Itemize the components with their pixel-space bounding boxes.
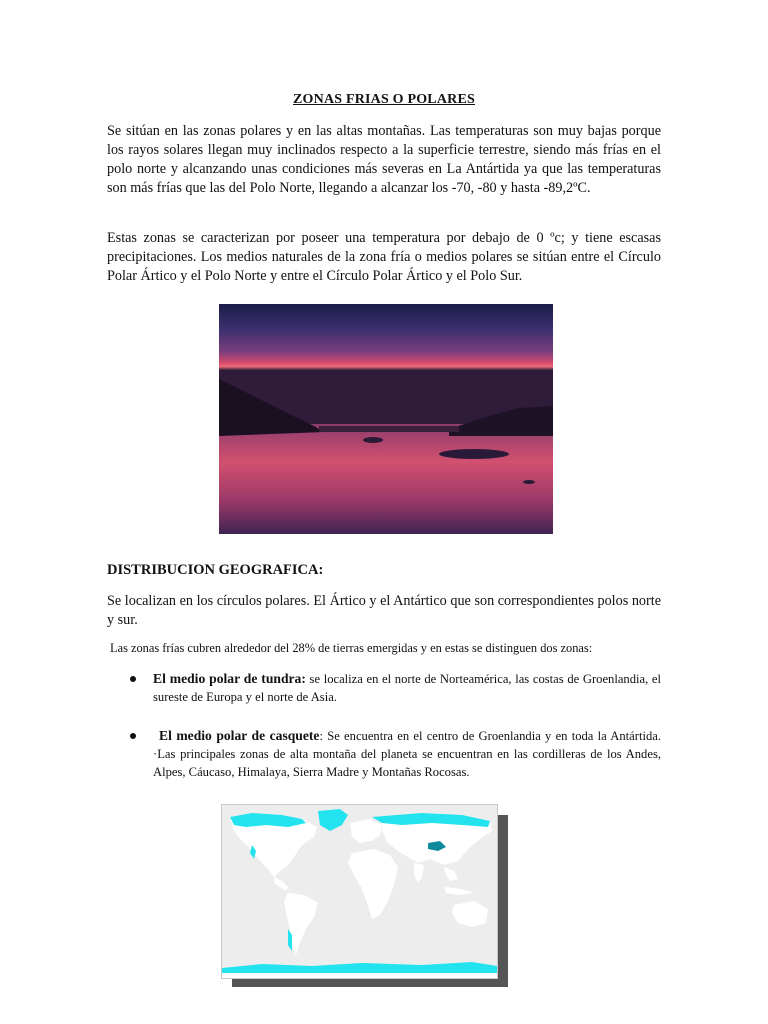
- world-cold-zones-map: [221, 804, 498, 979]
- distribution-paragraph: Se localizan en los círculos polares. El Ártico y el Antártico que son correspondientes polos norte y sur.: [107, 593, 661, 628]
- coverage-note: Las zonas frías cubren alrededor del 28% de tierras emergidas y en estas se distinguen dos zonas:: [110, 641, 593, 655]
- intro-paragraph: Se sitúan en las zonas polares y en las altas montañas. Las temperaturas son muy bajas porque los rayos solares llegan muy inclinados respecto a la superficie terrestre, siendo más frías en el polo norte y alcanzando unas condiciones más severas en La Antártida ya que las temperaturas son más frías que las del Polo Norte, llegando a alcanzar los -70, -80 y hasta -89,2ºC.: [107, 123, 661, 196]
- polar-sunset-photo: [219, 304, 553, 534]
- page-title: ZONAS FRIAS O POLARES: [293, 92, 475, 107]
- bullet-icon: [130, 676, 136, 682]
- section-heading: DISTRIBUCION GEOGRAFICA:: [107, 562, 324, 578]
- bullet-icon: [130, 733, 136, 739]
- bullet-term: El medio polar de casquete: [159, 728, 320, 743]
- polar-sunset-illustration: [219, 304, 553, 534]
- characteristics-paragraph: Estas zonas se caracterizan por poseer una temperatura por debajo de 0 ºc; y tiene escasas precipitaciones. Los medios naturales de la zona fría o medios polares se sitúan entre el Círculo Polar Ártico y el Polo Norte y entre el Círculo Polar Ártico y el Polo Sur.: [107, 230, 661, 284]
- world-map-illustration: [222, 805, 497, 978]
- bullet-description: : Se encuentra en el centro de Groenlandia y en toda la Antártida. ·Las principales zonas de alta montaña del planeta se encuentran en las cordilleras de los Andes, Alpes, Cáucaso, Himalaya, Sierra Madre y Montañas Rocosas.: [153, 729, 661, 779]
- bullet-term: El medio polar de tundra:: [153, 671, 306, 686]
- bullet-description: se localiza en el norte de Norteamérica, las costas de Groenlandia, el sureste de Europa y el norte de Asia.: [153, 672, 662, 704]
